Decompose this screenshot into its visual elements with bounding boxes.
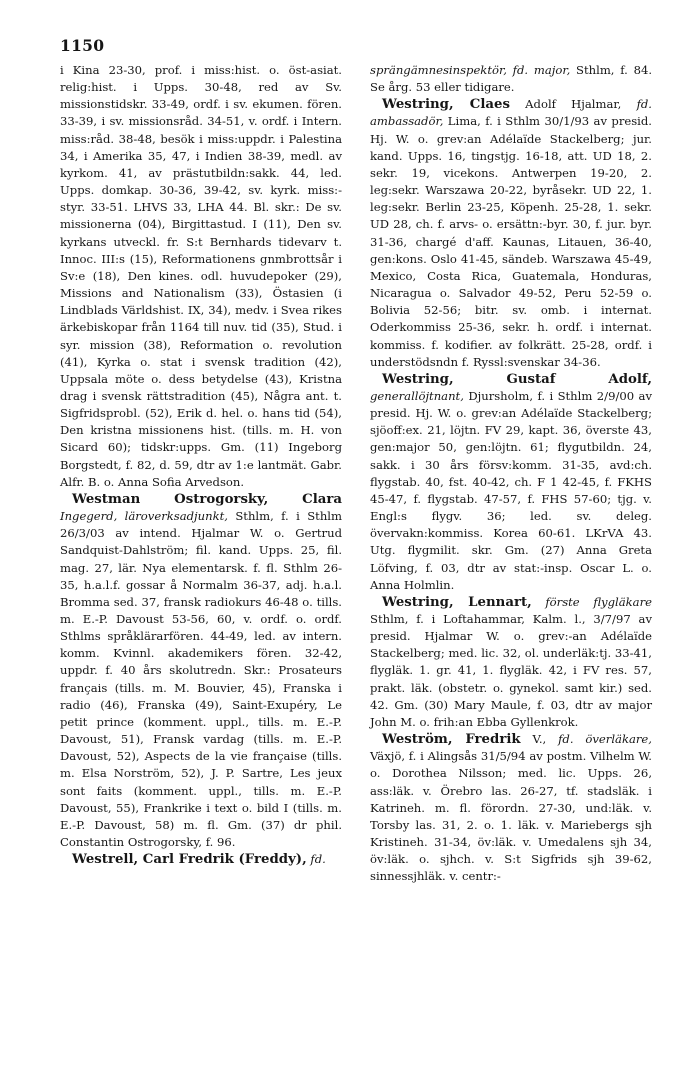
entry-name: Westrell, Carl Fredrik (Freddy), [72, 852, 307, 868]
right-column [370, 62, 652, 886]
entry-title: generallöjtnant, [370, 388, 464, 403]
entry-text: V., [520, 732, 559, 747]
entry-title: Ingegerd, läroverksadjunkt, [60, 509, 228, 524]
entry-title: fd. [306, 852, 326, 867]
entry-continued [370, 62, 652, 96]
entry-name: Westring, Lennart, [382, 594, 532, 610]
entry-text: Sthlm, f. i Sthlm 26/3/03 av intend. Hjalmar W. o. Gertrud Sandquist-Dahlström; fil. kand. Upps. 25, fil. mag. 27, lär. Nya elementarsk. f. fl. Sthlm 26-35, h.a.l.f. gossar å Normalm 36-37, adj. h.a.l. Bromma sed. 37, fransk radiokurs 46-48 o. tills. m. E.-P. Davoust 53-56, 60, v. ordf. o. ordf. Sthlms språklärarfören. 44-49, led. av intern. komm. Kvinnl. akademikers fören. 32-42, uppdr. f. 40 års skolutredn. Skr.: Prosateurs français (tills. m. M. Bouvier, 45), Franska i radio (46), Franska (49), Saint-Exupéry, Le petit prince (komment. uppl., tills. m. E.-P. Davoust, 51), Fransk vardag (tills. m. E.-P. Davoust, 52), Aspects de la vie française (tills. m. Elsa Norström, 52), J. P. Sartre, Les jeux sont faits (komment. uppl., tills. m. E.-P. Davoust, 55), Frankrike i text o. bild I (tills. m. E.-P. Davoust, 58) m. fl. Gm. (37) dr phil. Constantin Ostrogorsky, f. 96. [60, 509, 342, 850]
entry-name: Westman Ostrogorsky, Clara [72, 491, 342, 507]
entry-name: Weström, Fredrik [382, 732, 521, 748]
left-column [60, 62, 342, 868]
entry-text: Adolf Hjalmar, [509, 97, 637, 112]
entry-text: Växjö, f. i Alingsås 31/5/94 av postm. Vilhelm W. o. Dorothea Nilsson; med. lic. Upps. 26, ass:läk. v. Örebro las. 26-27, tf. stadsläk. i Katrineh. m. fl. förordn. 27-30, und:läk. v. Torsby las. 31, 2. o. 1. läk. v. Mariebergs sjh Kristineh. 31-34, öv:läk. v. Umedalens sjh 34, öv:läk. o. sjhch. v. S:t Sigfrids sjh 39-62, sinnessjhläk. v. centr:- [370, 749, 652, 884]
entry-title: förste flygläkare [531, 594, 652, 609]
entry-westring-lennart [370, 594, 652, 731]
entry-text: Lima, f. i Sthlm 30/1/93 av presid. Hj. W. o. grev:an Adélaïde Stackelberg; jur. kand. Upps. 16, tingstjg. 16-18, att. UD 18, 2. sekr. 19, vicekons. Antwerpen 19-20, 2. leg:sekr. Warszawa 20-22, byråsekr. UD 22, 1. leg:sekr. Berlin 23-25, Köpenh. 25-28, 1. sekr. UD 28, ch. f. arvs- o. ersättn:-byr. 30, f. jur. byr. 31-36, chargé d'aff. Kaunas, Litauen, 36-40, gen:kons. Oslo 41-45, sändeb. Warszawa 45-49, Mexico, Costa Rica, Guatemala, Honduras, Nicaragua o. Salvador 49-52, Peru 52-59 o. Bolivia 52-56; bitr. sv. omb. i internat. Oderkommiss 25-36, sekr. h. ordf. i internat. kommiss. f. kodifier. av folkrätt. 25-28, ordf. i understödsndn f. Ryssl:svenskar 34-36. [370, 114, 652, 369]
entry-westring-gustaf [370, 371, 652, 594]
entry-text: i Kina 23-30, prof. i miss:hist. o. öst-asiat. relig:hist. i Upps. 30-48, red av Sv. missionstidskr. 33-49, ordf. i sv. ekumen. fören. 33-39, i sv. missionsråd. 34-51, v. ordf. i Intern. miss:råd. 38-48, besök i miss:uppdr. i Palestina 34, i Amerika 35, 47, i Indien 38-39, medl. av kyrkom. 41, av prästutbildn:sakk. 44, led. Upps. domkap. 30-36, 39-42, sv. kyrk. miss:-styr. 33-51. LHVS 33, LHA 44. Bl. skr.: De sv. missionerna (04), Birgittastud. I (11), Den sv. kyrkans utveckl. fr. S:t Bernhards tidevarv t. Innoc. III:s (15), Reformationens gnmbrottsår i Sv:e (18), Den kines. odl. huvudepoker (29), Missions and Nationalism (33), Östasien (i Lindblads Världshist. IX, 34), medv. i Svea rikes ärkebiskopar från 1164 till nuv. tid (35), Stud. i syr. mission (38), Reformation o. revolution (41), Kyrka o. stat i svensk tradition (42), Uppsala möte o. dess betydelse (43), Kristna drag i svensk rättstradition (45), Några ant. t. Sigfridsprobl. (52), Erik d. hel. o. hans tid (54), Den kristna missionens hist. (tills. m. H. von Sicard 60); tidskr:upps. Gm. (11) Ingeborg Borgstedt, f. 82, d. 59, dtr av 1:e lantmät. Gabr. Alfr. B. o. Anna Sofia Arvedson. [60, 63, 342, 489]
entry-text: Djursholm, f. i Sthlm 2/9/00 av presid. Hj. W. o. grev:an Adélaïde Stackelberg; sjöoff:ex. 21, löjtn. FV 29, kapt. 36, överste 43, gen:major 50, gen:löjtn. 61; flygutbildn. 24, sakk. i 30 års försv:komm. 31-35, avd:ch. flygstab. 40, fst. 40-42, ch. F 1 42-45, f. FKHS 45-47, f. flygstab. 47-57, f. FHS 57-60; tjg. v. Engl:s flygv. 36; led. sv. deleg. övervakn:kommiss. Korea 60-61. LKrVA 43. Utg. flygmilit. skr. Gm. (27) Anna Greta Löfving, f. 03, dtr av stat:-insp. Oscar L. o. Anna Holmlin. [370, 388, 652, 592]
entry-title: fd. överläkare, [558, 732, 652, 747]
entry-title: sprängämnesinspektör, fd. major, [370, 63, 571, 77]
entry-westrom-fredrik [370, 731, 652, 885]
entry-name: Westring, Gustaf Adolf, [382, 371, 652, 387]
entry-text: Sthlm, f. i Loftahammar, Kalm. l., 3/7/97 av presid. Hjalmar W. o. grev:-an Adélaïde Stackelberg; med. lic. 32, ol. underläk:tj. 33-41, flygläk. 1. gr. 41, 1. flygläk. 42, i FV res. 57, prakt. läk. (obstetr. o. gynekol. samt kir.) sed. 42. Gm. (30) Mary Maule, f. 03, dtr av major John M. o. frih:an Ebba Gyllenkrok. [370, 612, 652, 729]
page-number: 1150 [60, 36, 105, 55]
entry-westring-claes [370, 96, 652, 371]
entry-name: Westring, Claes [382, 97, 510, 113]
entry-title: fd. ambassadör, [370, 97, 652, 129]
entry-text: Sthlm, f. 84. Se årg. 53 eller tidigare. [370, 63, 653, 95]
entry-westman-ostrogorsky [60, 491, 342, 851]
entry-westrell [60, 851, 342, 868]
entry-continued [60, 62, 342, 491]
